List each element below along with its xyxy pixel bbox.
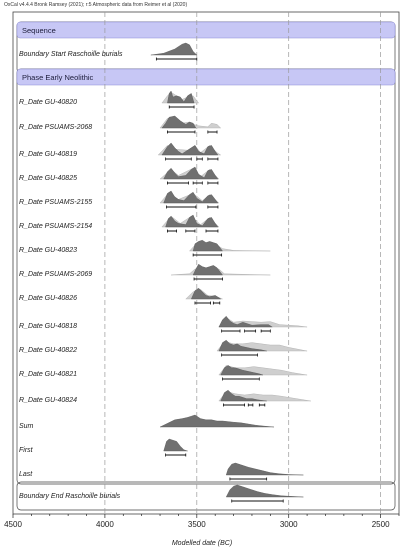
section-title: Sequence	[22, 26, 56, 35]
row-label: R_Date PSUAMS-2155	[19, 199, 93, 206]
section-bands	[13, 12, 399, 514]
posterior-distribution	[164, 191, 218, 203]
row-label: Sum	[19, 423, 34, 430]
row-label: Boundary End Raschoille burials	[19, 493, 121, 500]
section-title: Phase Early Neolithic	[22, 73, 94, 82]
row-label: R_Date PSUAMS-2068	[19, 124, 93, 131]
section-band	[17, 22, 395, 38]
row-label: R_Date PSUAMS-2069	[19, 271, 93, 278]
x-tick-label: 4500	[4, 520, 22, 529]
posterior-distribution	[226, 485, 303, 497]
posterior-distribution	[166, 215, 218, 227]
row-label: R_Date GU-40823	[19, 247, 77, 254]
x-axis	[4, 514, 399, 529]
row-label: R_Date GU-40821	[19, 371, 77, 378]
row-label: R_Date GU-40824	[19, 397, 77, 404]
row-label: R_Date GU-40818	[19, 323, 77, 330]
posterior-distribution	[151, 43, 197, 55]
x-tick-label: 2500	[371, 520, 390, 529]
row-label: R_Date GU-40825	[19, 175, 77, 182]
row-label: R_Date GU-40819	[19, 151, 77, 158]
row-label: Last	[19, 471, 33, 478]
row-label: First	[19, 447, 33, 454]
x-axis-title: Modelled date (BC)	[171, 540, 233, 547]
grid-lines	[105, 12, 381, 514]
row-label: R_Date GU-40820	[19, 99, 77, 106]
posterior-distribution	[164, 439, 188, 451]
posterior-distribution	[193, 240, 222, 251]
row-label: R_Date GU-40822	[19, 347, 77, 354]
data-rows	[19, 43, 311, 503]
posterior-distribution	[160, 415, 274, 427]
posterior-distribution	[167, 91, 194, 103]
x-tick-label: 4000	[96, 520, 114, 529]
plot-frame	[13, 12, 399, 514]
x-tick-label: 3000	[279, 520, 298, 529]
posterior-distribution	[162, 143, 218, 155]
posterior-distribution	[193, 264, 222, 275]
x-tick-label: 3500	[187, 520, 206, 529]
posterior-distribution	[164, 167, 218, 179]
row-label: R_Date PSUAMS-2154	[19, 223, 93, 230]
row-label: Boundary Start Raschoille burials	[19, 51, 123, 58]
row-label: R_Date GU-40826	[19, 295, 77, 302]
posterior-distribution	[191, 288, 220, 299]
posterior-distribution	[162, 116, 196, 128]
chart-header: OxCal v4.4.4 Bronk Ramsey (2021); r:5 Atmospheric data from Reimer et al (2020)	[4, 2, 188, 8]
posterior-distribution	[226, 463, 303, 475]
